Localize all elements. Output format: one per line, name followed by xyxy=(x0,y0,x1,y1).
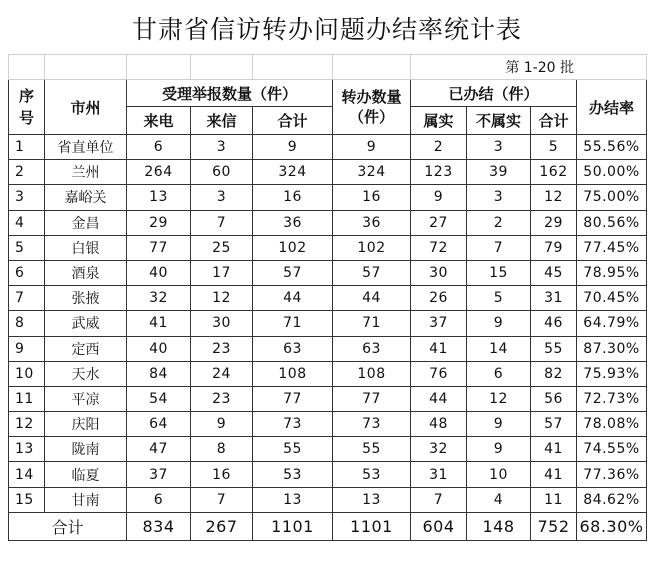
done-sum-header: 合计 xyxy=(531,107,577,135)
sheet-title: 甘肃省信访转办问题办结率统计表 xyxy=(131,15,522,44)
report-sum-cell: 16 xyxy=(253,185,333,210)
report-sum-cell: 77 xyxy=(253,386,333,411)
row-number-cell: 6 xyxy=(9,260,45,285)
transferred-cell: 44 xyxy=(333,286,411,311)
letter-count-cell: 24 xyxy=(191,361,253,386)
table-row xyxy=(9,210,647,235)
table-row xyxy=(9,462,647,487)
true-count-cell: 30 xyxy=(411,260,467,285)
letter-count-cell: 3 xyxy=(191,135,253,160)
rate-cell: 55.56% xyxy=(577,135,647,160)
rate-cell: 80.56% xyxy=(577,210,647,235)
seq-header-text: 序号 xyxy=(18,87,34,127)
reports-header: 受理举报数量（件） xyxy=(127,80,333,107)
true-count-cell: 72 xyxy=(411,235,467,260)
true-count-cell: 7 xyxy=(411,487,467,512)
blank-cell xyxy=(191,55,253,80)
done-count-cell: 5 xyxy=(531,135,577,160)
letter-count-cell: 7 xyxy=(191,487,253,512)
transferred-cell: 108 xyxy=(333,361,411,386)
table-row xyxy=(9,336,647,361)
report-sum-cell: 36 xyxy=(253,210,333,235)
done-count-cell: 45 xyxy=(531,260,577,285)
done-header: 已办结（件） xyxy=(411,80,577,107)
untrue-count-cell: 5 xyxy=(467,286,531,311)
letter-count-cell: 30 xyxy=(191,311,253,336)
table-row xyxy=(9,260,647,285)
done-count-cell: 82 xyxy=(531,361,577,386)
transferred-cell: 36 xyxy=(333,210,411,235)
untrue-count-cell: 3 xyxy=(467,135,531,160)
seq-header xyxy=(9,80,45,135)
header-row-1 xyxy=(9,80,647,107)
transferred-cell: 57 xyxy=(333,260,411,285)
city-cell: 庆阳 xyxy=(45,412,127,437)
total-untrue: 148 xyxy=(467,512,531,540)
phone-count-cell: 13 xyxy=(127,185,191,210)
done-count-cell: 162 xyxy=(531,160,577,185)
city-cell: 定西 xyxy=(45,336,127,361)
phone-count-cell: 6 xyxy=(127,135,191,160)
batch-row xyxy=(9,55,647,80)
rate-cell: 87.30% xyxy=(577,336,647,361)
rate-cell: 50.00% xyxy=(577,160,647,185)
blank-cell xyxy=(253,55,333,80)
untrue-header: 不属实 xyxy=(467,107,531,135)
untrue-count-cell: 7 xyxy=(467,235,531,260)
city-header: 市州 xyxy=(45,80,127,135)
true-count-cell: 27 xyxy=(411,210,467,235)
row-number-cell: 5 xyxy=(9,235,45,260)
city-cell: 平凉 xyxy=(45,386,127,411)
letter-count-cell: 3 xyxy=(191,185,253,210)
letter-count-cell: 17 xyxy=(191,260,253,285)
transferred-header-line1: 转办数量 xyxy=(341,88,402,106)
true-count-cell: 76 xyxy=(411,361,467,386)
transferred-cell: 324 xyxy=(333,160,411,185)
row-number-cell: 9 xyxy=(9,336,45,361)
row-number-cell: 1 xyxy=(9,135,45,160)
true-count-cell: 9 xyxy=(411,185,467,210)
table-row xyxy=(9,437,647,462)
city-cell: 陇南 xyxy=(45,437,127,462)
total-letter: 267 xyxy=(191,512,253,540)
table-row xyxy=(9,487,647,512)
rate-cell: 70.45% xyxy=(577,286,647,311)
untrue-count-cell: 15 xyxy=(467,260,531,285)
city-cell: 临夏 xyxy=(45,462,127,487)
total-done: 752 xyxy=(531,512,577,540)
done-count-cell: 41 xyxy=(531,437,577,462)
rate-cell: 75.00% xyxy=(577,185,647,210)
total-sum: 1101 xyxy=(253,512,333,540)
untrue-count-cell: 2 xyxy=(467,210,531,235)
city-cell: 白银 xyxy=(45,235,127,260)
transferred-cell: 55 xyxy=(333,437,411,462)
true-count-cell: 37 xyxy=(411,311,467,336)
rate-cell: 75.93% xyxy=(577,361,647,386)
phone-count-cell: 264 xyxy=(127,160,191,185)
letter-count-cell: 16 xyxy=(191,462,253,487)
rate-cell: 74.55% xyxy=(577,437,647,462)
batch-label: 第 1-20 批 xyxy=(411,55,647,80)
city-cell: 天水 xyxy=(45,361,127,386)
table-row xyxy=(9,235,647,260)
blank-cell xyxy=(127,55,191,80)
true-count-cell: 123 xyxy=(411,160,467,185)
report-sum-cell: 13 xyxy=(253,487,333,512)
city-cell: 兰州 xyxy=(45,160,127,185)
city-cell: 嘉峪关 xyxy=(45,185,127,210)
report-sum-cell: 57 xyxy=(253,260,333,285)
row-number-cell: 14 xyxy=(9,462,45,487)
report-sum-cell: 73 xyxy=(253,412,333,437)
total-transferred: 1101 xyxy=(333,512,411,540)
rate-cell: 72.73% xyxy=(577,386,647,411)
phone-count-cell: 41 xyxy=(127,311,191,336)
rate-cell: 64.79% xyxy=(577,311,647,336)
rate-cell: 78.08% xyxy=(577,412,647,437)
blank-cell xyxy=(45,55,127,80)
report-sum-cell: 102 xyxy=(253,235,333,260)
table-body xyxy=(9,135,647,513)
transferred-cell: 13 xyxy=(333,487,411,512)
transferred-header xyxy=(333,80,411,135)
table-row xyxy=(9,412,647,437)
done-count-cell: 55 xyxy=(531,336,577,361)
total-true: 604 xyxy=(411,512,467,540)
done-count-cell: 31 xyxy=(531,286,577,311)
true-count-cell: 2 xyxy=(411,135,467,160)
total-row xyxy=(9,512,647,540)
city-cell: 武威 xyxy=(45,311,127,336)
phone-count-cell: 84 xyxy=(127,361,191,386)
phone-count-cell: 29 xyxy=(127,210,191,235)
true-count-cell: 44 xyxy=(411,386,467,411)
true-count-cell: 41 xyxy=(411,336,467,361)
city-cell: 张掖 xyxy=(45,286,127,311)
statistics-table xyxy=(8,54,647,541)
city-cell: 省直单位 xyxy=(45,135,127,160)
transferred-cell: 71 xyxy=(333,311,411,336)
total-rate: 68.30% xyxy=(577,512,647,540)
rate-header: 办结率 xyxy=(577,80,647,135)
transferred-cell: 16 xyxy=(333,185,411,210)
untrue-count-cell: 12 xyxy=(467,386,531,411)
letter-count-cell: 8 xyxy=(191,437,253,462)
transferred-cell: 102 xyxy=(333,235,411,260)
transferred-cell: 77 xyxy=(333,386,411,411)
city-cell: 酒泉 xyxy=(45,260,127,285)
phone-count-cell: 6 xyxy=(127,487,191,512)
report-sum-cell: 63 xyxy=(253,336,333,361)
row-number-cell: 13 xyxy=(9,437,45,462)
phone-header: 来电 xyxy=(127,107,191,135)
letter-header: 来信 xyxy=(191,107,253,135)
untrue-count-cell: 9 xyxy=(467,437,531,462)
true-count-cell: 26 xyxy=(411,286,467,311)
untrue-count-cell: 9 xyxy=(467,412,531,437)
untrue-count-cell: 6 xyxy=(467,361,531,386)
row-number-cell: 7 xyxy=(9,286,45,311)
untrue-count-cell: 14 xyxy=(467,336,531,361)
done-count-cell: 12 xyxy=(531,185,577,210)
done-count-cell: 29 xyxy=(531,210,577,235)
report-sum-cell: 71 xyxy=(253,311,333,336)
rate-cell: 77.36% xyxy=(577,462,647,487)
done-count-cell: 46 xyxy=(531,311,577,336)
letter-count-cell: 23 xyxy=(191,386,253,411)
rate-cell: 84.62% xyxy=(577,487,647,512)
phone-count-cell: 32 xyxy=(127,286,191,311)
done-count-cell: 56 xyxy=(531,386,577,411)
table-row xyxy=(9,386,647,411)
transferred-cell: 53 xyxy=(333,462,411,487)
row-number-cell: 3 xyxy=(9,185,45,210)
phone-count-cell: 47 xyxy=(127,437,191,462)
total-phone: 834 xyxy=(127,512,191,540)
true-count-cell: 32 xyxy=(411,437,467,462)
done-count-cell: 41 xyxy=(531,462,577,487)
phone-count-cell: 77 xyxy=(127,235,191,260)
city-cell: 金昌 xyxy=(45,210,127,235)
table-row xyxy=(9,361,647,386)
report-sum-cell: 108 xyxy=(253,361,333,386)
letter-count-cell: 60 xyxy=(191,160,253,185)
done-count-cell: 57 xyxy=(531,412,577,437)
report-sum-cell: 53 xyxy=(253,462,333,487)
untrue-count-cell: 10 xyxy=(467,462,531,487)
letter-count-cell: 7 xyxy=(191,210,253,235)
report-sum-cell: 55 xyxy=(253,437,333,462)
blank-cell xyxy=(333,55,411,80)
untrue-count-cell: 39 xyxy=(467,160,531,185)
letter-count-cell: 25 xyxy=(191,235,253,260)
row-number-cell: 4 xyxy=(9,210,45,235)
phone-count-cell: 40 xyxy=(127,260,191,285)
rate-cell: 78.95% xyxy=(577,260,647,285)
untrue-count-cell: 3 xyxy=(467,185,531,210)
total-label: 合计 xyxy=(9,512,127,540)
untrue-count-cell: 9 xyxy=(467,311,531,336)
table-row xyxy=(9,135,647,160)
row-number-cell: 10 xyxy=(9,361,45,386)
letter-count-cell: 23 xyxy=(191,336,253,361)
true-count-cell: 48 xyxy=(411,412,467,437)
report-sum-cell: 9 xyxy=(253,135,333,160)
phone-count-cell: 40 xyxy=(127,336,191,361)
city-cell: 甘南 xyxy=(45,487,127,512)
done-count-cell: 79 xyxy=(531,235,577,260)
letter-count-cell: 12 xyxy=(191,286,253,311)
table-row xyxy=(9,160,647,185)
table-row xyxy=(9,185,647,210)
row-number-cell: 2 xyxy=(9,160,45,185)
transferred-cell: 9 xyxy=(333,135,411,160)
table-row xyxy=(9,286,647,311)
sum-header: 合计 xyxy=(253,107,333,135)
row-number-cell: 11 xyxy=(9,386,45,411)
phone-count-cell: 54 xyxy=(127,386,191,411)
blank-cell xyxy=(9,55,45,80)
table-row xyxy=(9,311,647,336)
true-count-cell: 31 xyxy=(411,462,467,487)
report-sum-cell: 324 xyxy=(253,160,333,185)
report-sum-cell: 44 xyxy=(253,286,333,311)
done-count-cell: 11 xyxy=(531,487,577,512)
untrue-count-cell: 4 xyxy=(467,487,531,512)
letter-count-cell: 9 xyxy=(191,412,253,437)
transferred-cell: 63 xyxy=(333,336,411,361)
row-number-cell: 12 xyxy=(9,412,45,437)
transferred-header-line2: （件） xyxy=(348,108,394,126)
true-header: 属实 xyxy=(411,107,467,135)
phone-count-cell: 37 xyxy=(127,462,191,487)
row-number-cell: 15 xyxy=(9,487,45,512)
rate-cell: 77.45% xyxy=(577,235,647,260)
phone-count-cell: 64 xyxy=(127,412,191,437)
row-number-cell: 8 xyxy=(9,311,45,336)
transferred-cell: 73 xyxy=(333,412,411,437)
